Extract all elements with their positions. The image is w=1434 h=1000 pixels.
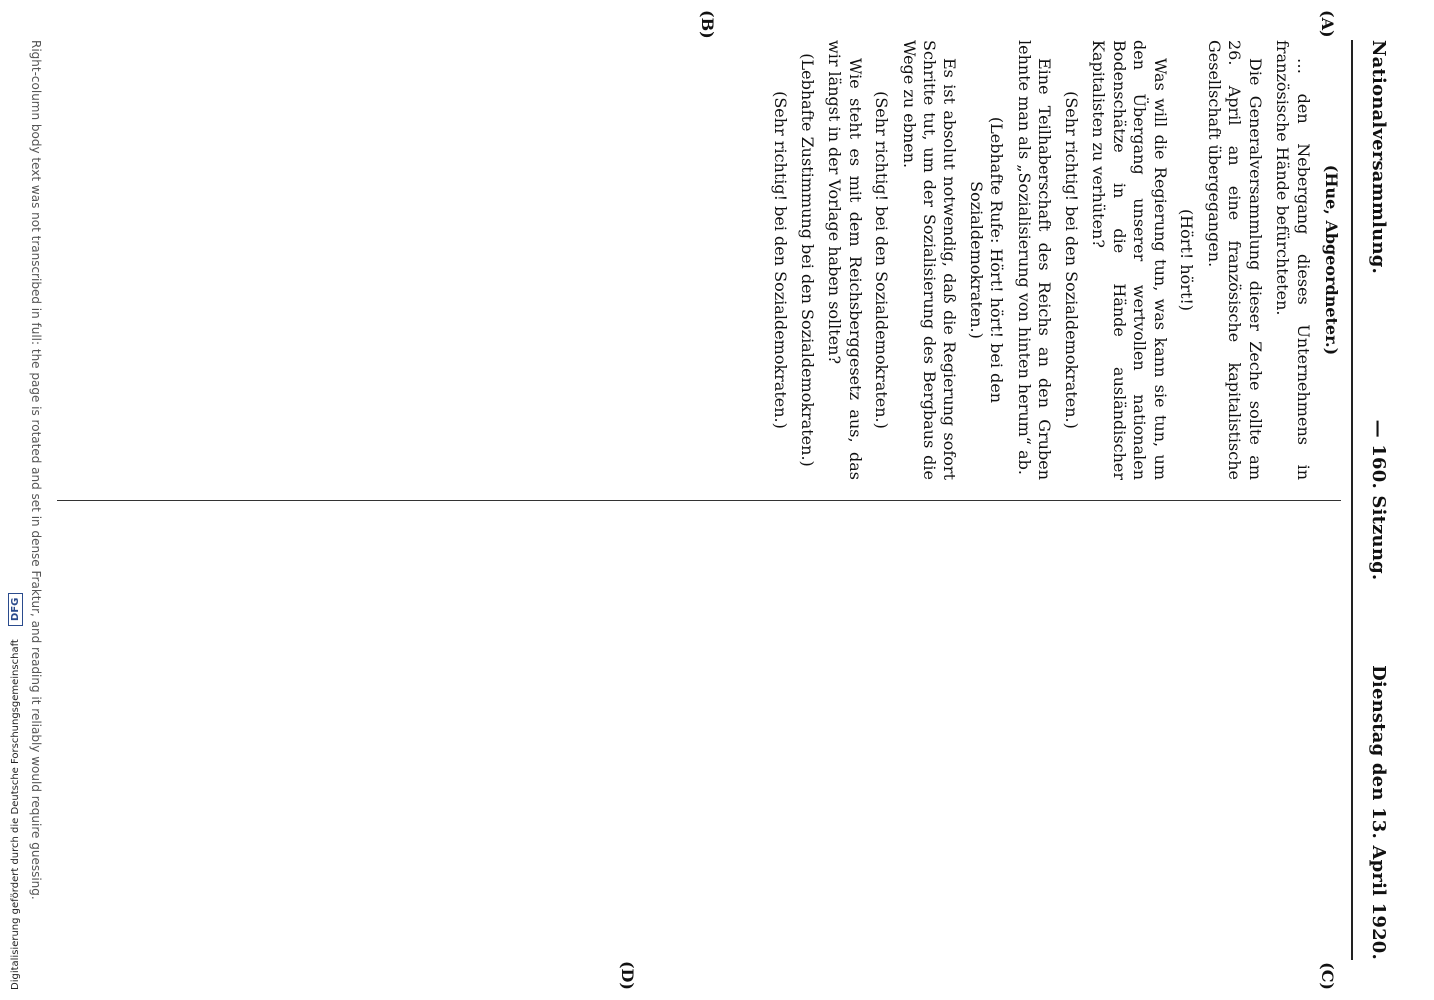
digitization-credit	[8, 0, 28, 990]
interjection: (Lebhafte Rufe: Hört! hört! bei den Sozialdemokraten.)	[966, 116, 1007, 404]
header-date: Dienstag den 13. April 1920.	[1368, 665, 1389, 960]
column-divider	[57, 500, 1341, 501]
interjection: (Sehr richtig! bei den Sozialdemokraten.)	[771, 91, 791, 429]
transcription-notice: Right-column body text was not transcribed in full: the page is rotated and set in dense Fraktur, and reading it reliably would require guessing.	[29, 40, 43, 900]
credit-text: Digitalisierung gefördert durch die Deutsche Forschungsgemeinschaft	[10, 639, 21, 990]
paragraph: … den Nebergang dieses Unternehmens in französische Hände befürchteten.	[1273, 40, 1313, 480]
right-column	[57, 520, 1341, 960]
interjection: (Hört! hört!)	[1177, 208, 1197, 312]
header-title: Nationalversammlung.	[1368, 40, 1389, 275]
margin-marker-b: (B)	[698, 10, 717, 39]
paragraph: Die Generalversammlung dieser Zeche sollte am 26. April an eine französische kapitalistische Gesellschaft übergegangen.	[1204, 40, 1265, 480]
paragraph: Was will die Regierung tun, was kann sie tun, um den Übergang unserer wertvollen nationalen Bodenschätze in die Hände ausländischer Kapitalisten zu verhüten?	[1089, 40, 1170, 480]
rotated-page	[17, 0, 1417, 1000]
header-rule	[1351, 40, 1353, 960]
speaker-line: (Hue, Abgeordneter.)	[1322, 164, 1341, 356]
paragraph: Es ist absolut notwendig, daß die Regierung sofort Schritte tut, um der Sozialisierung des Bergbaus die Wege zu ebnen.	[899, 40, 960, 480]
interjection: (Lebhafte Zustimmung bei den Sozialdemokraten.)	[797, 53, 817, 467]
paragraph: Wie steht es mit dem Reichsberggesetz aus, das wir längst in der Vorlage haben sollten?	[825, 40, 865, 480]
page-header	[1355, 40, 1389, 960]
paragraph: Eine Teilhaberschaft des Reichs an den Gruben lehnte man als „Sozialisierung von hinten herum“ ab.	[1014, 40, 1055, 480]
page-columns	[57, 40, 1341, 960]
margin-marker-c: (C)	[1318, 962, 1337, 990]
interjection: (Sehr richtig! bei den Sozialdemokraten.)	[872, 91, 892, 429]
interjection: (Sehr richtig! bei den Sozialdemokraten.)	[1061, 91, 1081, 429]
dfg-logo: DFG	[8, 593, 23, 626]
header-session: — 160. Sitzung.	[1368, 419, 1389, 581]
left-column	[57, 40, 1341, 480]
margin-marker-d: (D)	[618, 960, 637, 990]
margin-marker-a: (A)	[1318, 10, 1337, 38]
